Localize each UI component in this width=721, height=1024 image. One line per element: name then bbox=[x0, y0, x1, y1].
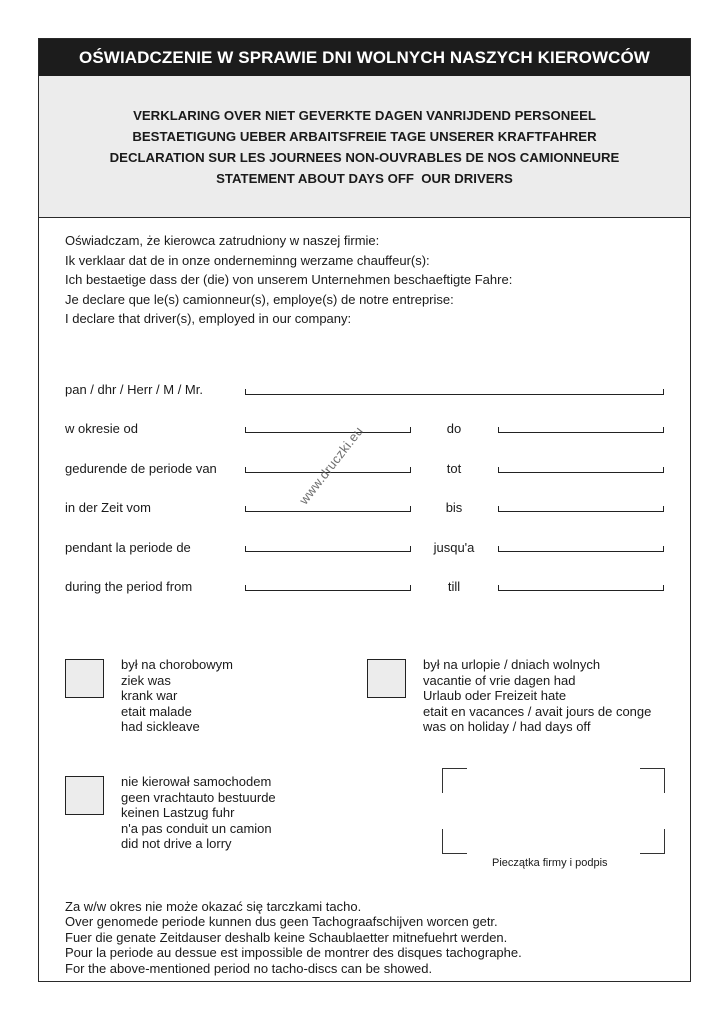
intro-line-en: I declare that driver(s), employed in our company: bbox=[65, 311, 352, 326]
intro-line-nl: Ik verklaar dat de in onze onderneminng werzame chauffeur(s): bbox=[65, 252, 430, 268]
name-label: pan / dhr / Herr / M / Mr. bbox=[65, 382, 203, 397]
period-to-input-pl[interactable] bbox=[498, 427, 664, 433]
no-drive-checkbox[interactable] bbox=[65, 776, 104, 815]
stamp-label: Pieczątka firmy i podpis bbox=[492, 857, 608, 869]
footer-line-de: Fuer die genate Zeitdauser deshalb keine Schaublaetter mitnefuehrt werden. bbox=[65, 929, 508, 945]
holiday-checkbox[interactable] bbox=[367, 659, 406, 698]
intro-line-de: Ich bestaetige dass der (die) von unserem Unternehmen beschaeftigte Fahre: bbox=[65, 272, 513, 287]
period-from-input-en[interactable] bbox=[245, 585, 411, 591]
subtitle-fr: DECLARATION SUR LES JOURNEES NON-OUVRABLES DE NOS CAMIONNEURE bbox=[109, 150, 620, 165]
no-drive-option-text: nie kierował samochodem geen vrachtauto bestuurde keinen Lastzug fuhr n'a pas conduit un camion did not drive a lorry bbox=[121, 774, 276, 852]
period-from-label-nl: gedurende de periode van bbox=[65, 461, 217, 476]
stamp-corner-br bbox=[640, 829, 665, 854]
stamp-corner-tl bbox=[442, 768, 467, 793]
period-from-label-en: during the period from bbox=[65, 579, 193, 594]
subtitle-en: STATEMENT ABOUT DAYS OFF OUR DRIVERS bbox=[216, 171, 513, 186]
name-input-line[interactable] bbox=[245, 389, 664, 395]
subtitle-de: BESTAETIGUNG UEBER ARBAITSFREIE TAGE UNSERER KRAFTFAHRER bbox=[132, 129, 597, 144]
intro-line-fr: Je declare que le(s) camionneur(s), employe(s) de notre entreprise: bbox=[65, 291, 454, 307]
form-frame bbox=[38, 38, 691, 982]
form-title: OŚWIADCZENIE W SPRAWIE DNI WOLNYCH NASZYCH KIEROWCÓW bbox=[39, 39, 690, 76]
sick-option-text: był na chorobowym ziek was krank war etait malade had sickleave bbox=[121, 657, 233, 735]
period-to-input-de[interactable] bbox=[498, 506, 664, 512]
period-to-input-nl[interactable] bbox=[498, 467, 664, 473]
period-to-label-fr: jusqu'a bbox=[433, 540, 475, 555]
period-from-label-pl: w okresie od bbox=[65, 421, 138, 436]
period-from-input-de[interactable] bbox=[245, 506, 411, 512]
period-from-input-fr[interactable] bbox=[245, 546, 411, 552]
period-to-input-en[interactable] bbox=[498, 585, 664, 591]
intro-line-pl: Oświadczam, że kierowca zatrudniony w naszej firmie: bbox=[65, 233, 380, 248]
footer-text bbox=[65, 899, 522, 976]
subtitle-band bbox=[39, 76, 690, 218]
period-to-label-pl: do bbox=[446, 421, 462, 436]
sick-checkbox[interactable] bbox=[65, 659, 104, 698]
footer-line-pl: Za w/w okres nie może okazać się tarczkami tacho. bbox=[65, 899, 362, 914]
period-from-input-pl[interactable] bbox=[245, 427, 411, 433]
footer-line-fr: Pour la periode au dessue est impossible de montrer des disques tachographe. bbox=[65, 945, 522, 961]
period-to-label-en: till bbox=[447, 579, 461, 594]
footer-line-nl: Over genomede periode kunnen dus geen Tachograafschijven worcen getr. bbox=[65, 914, 498, 930]
period-to-input-fr[interactable] bbox=[498, 546, 664, 552]
period-to-label-de: bis bbox=[445, 500, 463, 515]
holiday-option-text: był na urlopie / dniach wolnych vacantie of vrie dagen had Urlaub oder Freizeit hate etait en vacances / avait jours de conge was on holiday / had days off bbox=[423, 657, 652, 735]
footer-line-en: For the above-mentioned period no tacho-discs can be showed. bbox=[65, 960, 433, 976]
intro-text bbox=[65, 231, 512, 329]
period-from-label-fr: pendant la periode de bbox=[65, 540, 191, 555]
period-to-label-nl: tot bbox=[446, 461, 462, 476]
stamp-corner-bl bbox=[442, 829, 467, 854]
stamp-corner-tr bbox=[640, 768, 665, 793]
period-from-label-de: in der Zeit vom bbox=[65, 500, 151, 515]
stamp-signature-area[interactable] bbox=[442, 768, 665, 854]
subtitle-nl: VERKLARING OVER NIET GEVERKTE DAGEN VANRIJDEND PERSONEEL bbox=[133, 108, 596, 123]
watermark: www.druczki.eu bbox=[296, 423, 367, 508]
